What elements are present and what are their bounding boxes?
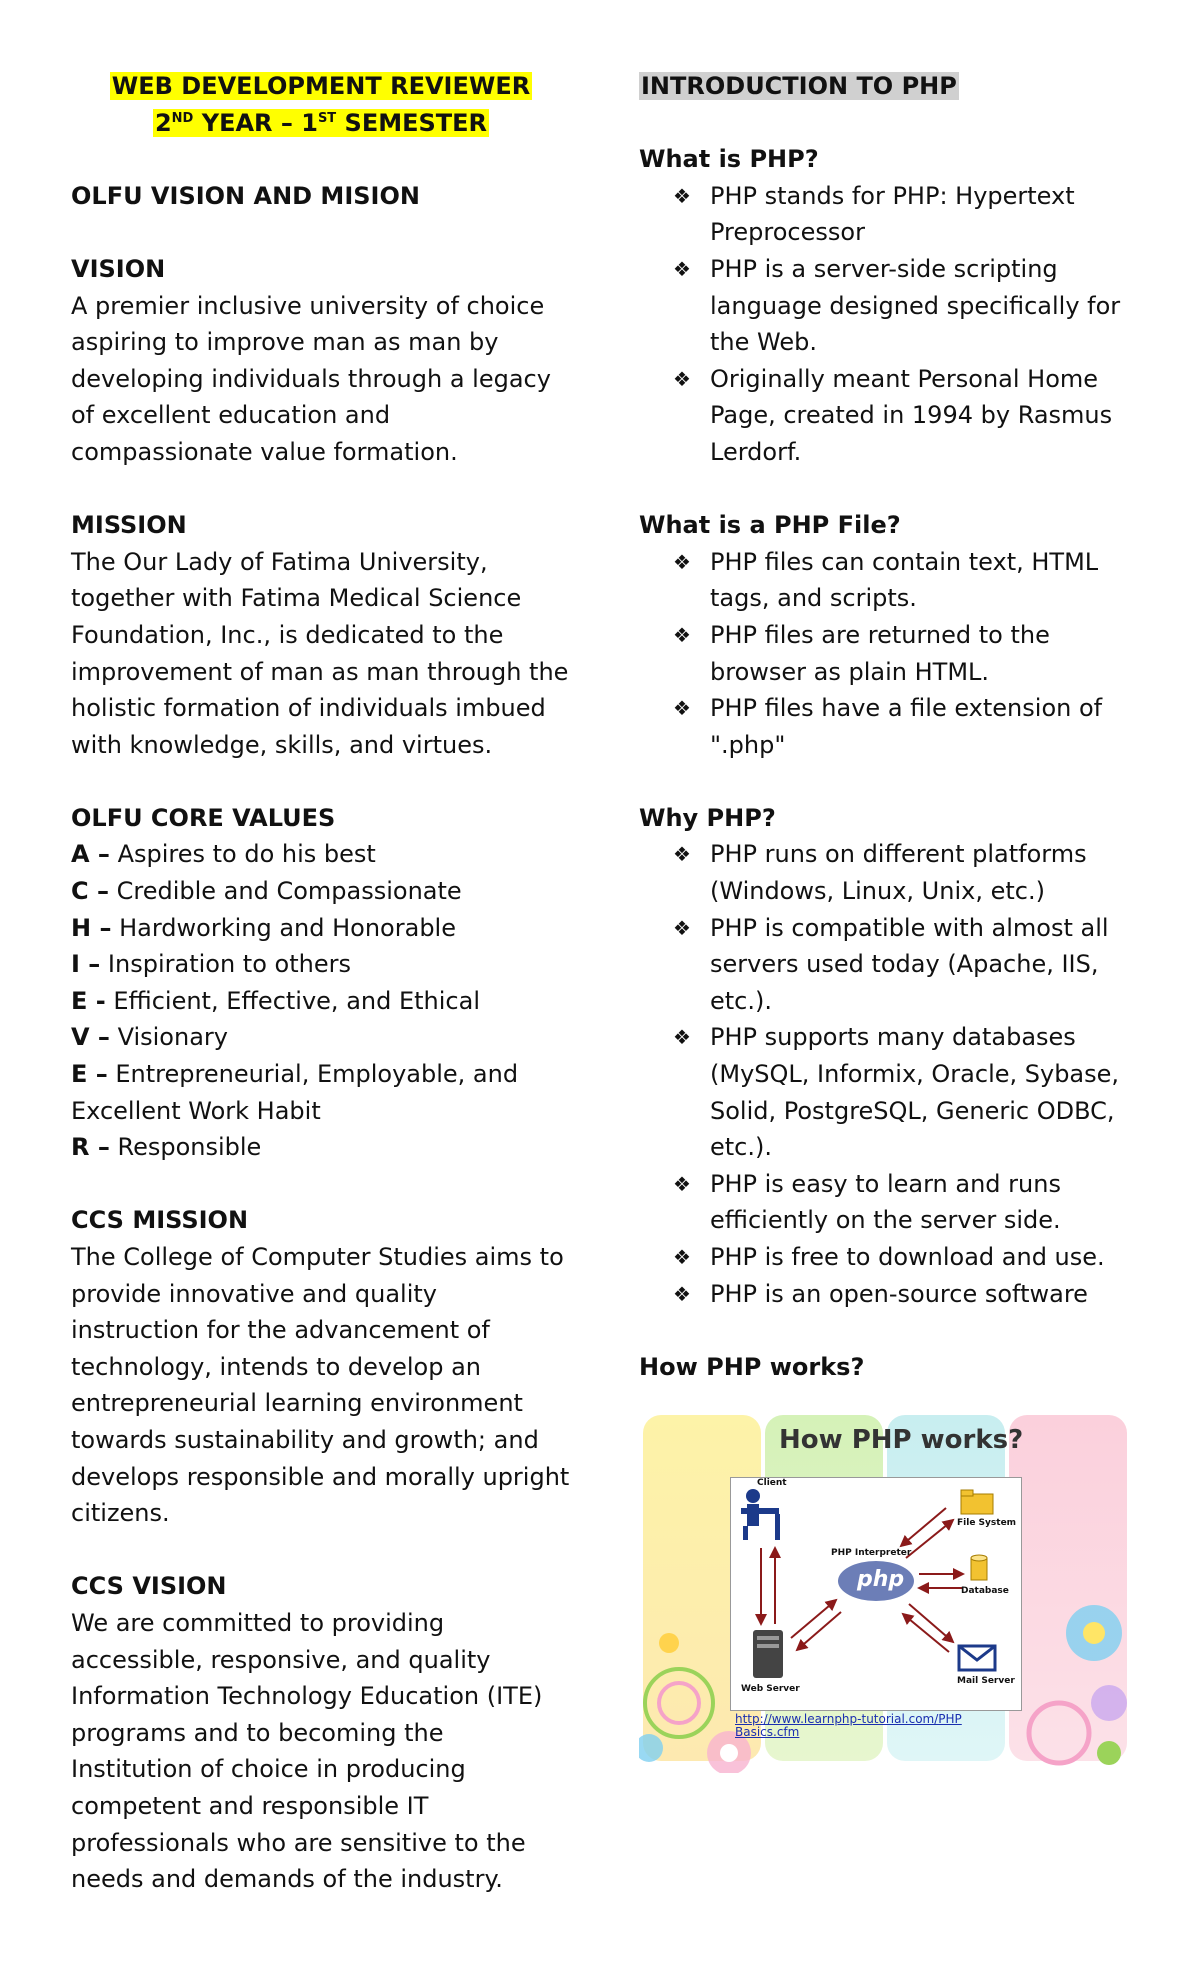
why-php-list	[639, 836, 1139, 1312]
list-item: ❖ PHP files have a file extension of ".php"	[639, 690, 1139, 763]
mission-text: The Our Lady of Fatima University, together with Fatima Medical Science Foundation, Inc., is dedicated to the improvement of man as man through the holistic formation of individuals imbued with knowledge, skills, and virtues.	[71, 547, 569, 759]
semester-line: 2ND YEAR – 1ST SEMESTER	[154, 108, 488, 137]
right-column	[639, 68, 1139, 1773]
php-intro-heading: INTRODUCTION TO PHP	[641, 72, 957, 100]
vision-text: A premier inclusive university of choice aspiring to improve man as man by developing individuals through a legacy of excellent education and compassionate value formation.	[71, 291, 551, 466]
list-item: ❖ PHP files are returned to the browser as plain HTML.	[639, 617, 1139, 690]
web-server-label: Web Server	[741, 1684, 800, 1695]
bullet-diamond-icon: ❖	[673, 1171, 691, 1196]
list-item: ❖ PHP is a server-side scripting language designed specifically for the Web.	[639, 251, 1139, 361]
folder-icon	[961, 1490, 993, 1514]
php-logo-text: php	[857, 1567, 905, 1593]
how-php-works-heading: How PHP works?	[639, 1352, 865, 1381]
ccs-vision-text: We are committed to providing accessible, responsive, and quality Information Technology Education (ITE) programs and to becoming the Institution of choice in producing competent and responsible IT professionals who are sensitive to the needs and demands of the industry.	[71, 1608, 543, 1894]
how-php-works-diagram	[639, 1403, 1131, 1773]
core-value-item: E - Efficient, Effective, and Ethical	[71, 986, 480, 1015]
bullet-diamond-icon: ❖	[673, 1025, 691, 1050]
list-item: ❖ PHP is free to download and use.	[639, 1239, 1139, 1276]
list-item: ❖ PHP is compatible with almost all servers used today (Apache, IIS, etc.).	[639, 910, 1139, 1020]
bullet-diamond-icon: ❖	[673, 1281, 691, 1306]
bullet-diamond-icon: ❖	[673, 256, 691, 281]
core-value-item: V – Visionary	[71, 1023, 228, 1052]
bullet-diamond-icon: ❖	[673, 842, 691, 867]
bullet-diamond-icon: ❖	[673, 622, 691, 647]
core-values-list	[71, 836, 571, 1165]
core-value-item: E – Entrepreneurial, Employable, and Excellent Work Habit	[71, 1060, 519, 1125]
title-text: WEB DEVELOPMENT REVIEWER	[111, 72, 531, 100]
php-file-list	[639, 544, 1139, 764]
mission-heading: MISSION	[71, 511, 187, 540]
list-item: ❖ PHP runs on different platforms (Windows, Linux, Unix, etc.)	[639, 836, 1139, 909]
bullet-diamond-icon: ❖	[673, 549, 691, 574]
what-is-php-heading: What is PHP?	[639, 145, 819, 174]
diagram-url-link[interactable]: http://www.learnphp-tutorial.com/PHPBasics.cfm	[735, 1712, 962, 1740]
list-item: ❖ PHP is an open-source software	[639, 1276, 1139, 1313]
mail-server-label: Mail Server	[957, 1676, 1015, 1687]
diagram-title: How PHP works?	[779, 1425, 1024, 1456]
core-value-item: C – Credible and Compassionate	[71, 877, 462, 906]
list-item: ❖ Originally meant Personal Home Page, created in 1994 by Rasmus Lerdorf.	[639, 361, 1139, 471]
core-values-heading: OLFU CORE VALUES	[71, 803, 336, 832]
bullet-diamond-icon: ❖	[673, 696, 691, 721]
database-icon	[971, 1555, 987, 1580]
mail-icon	[959, 1646, 995, 1670]
bullet-diamond-icon: ❖	[673, 1245, 691, 1269]
core-value-item: A – Aspires to do his best	[71, 840, 376, 869]
client-icon	[741, 1489, 780, 1540]
web-server-icon	[753, 1630, 783, 1678]
ccs-mission-heading: CCS MISSION	[71, 1206, 249, 1235]
document-title	[71, 68, 571, 105]
list-item: ❖ PHP is easy to learn and runs efficiently on the server side.	[639, 1166, 1139, 1239]
vision-mission-heading: OLFU VISION AND MISION	[71, 181, 420, 210]
core-value-item: I – Inspiration to others	[71, 950, 351, 979]
ccs-vision-heading: CCS VISION	[71, 1572, 227, 1601]
what-is-php-list	[639, 178, 1139, 471]
database-label: Database	[961, 1586, 1009, 1597]
list-item: ❖ PHP stands for PHP: Hypertext Preprocessor	[639, 178, 1139, 251]
vision-heading: VISION	[71, 254, 166, 283]
php-file-heading: What is a PHP File?	[639, 511, 901, 540]
bullet-diamond-icon: ❖	[673, 183, 691, 208]
client-label: Client	[757, 1478, 787, 1489]
interpreter-label: PHP Interpreter	[831, 1548, 912, 1559]
file-system-label: File System	[957, 1518, 1017, 1529]
why-php-heading: Why PHP?	[639, 803, 776, 832]
list-item: ❖ PHP files can contain text, HTML tags, and scripts.	[639, 544, 1139, 617]
left-column	[71, 68, 571, 1898]
ccs-mission-text: The College of Computer Studies aims to provide innovative and quality instruction for the advancement of technology, intends to develop an entrepreneurial learning environment towards sustainability and growth; and develops responsible and morally upright citizens.	[71, 1243, 570, 1528]
core-value-item: R – Responsible	[71, 1133, 262, 1162]
core-value-item: H – Hardworking and Honorable	[71, 913, 456, 942]
list-item: ❖ PHP supports many databases (MySQL, Informix, Oracle, Sybase, Solid, PostgreSQL, Generic ODBC, etc.).	[639, 1019, 1139, 1165]
bullet-diamond-icon: ❖	[673, 915, 691, 940]
bullet-diamond-icon: ❖	[673, 366, 691, 391]
diagram-box	[730, 1477, 1022, 1711]
